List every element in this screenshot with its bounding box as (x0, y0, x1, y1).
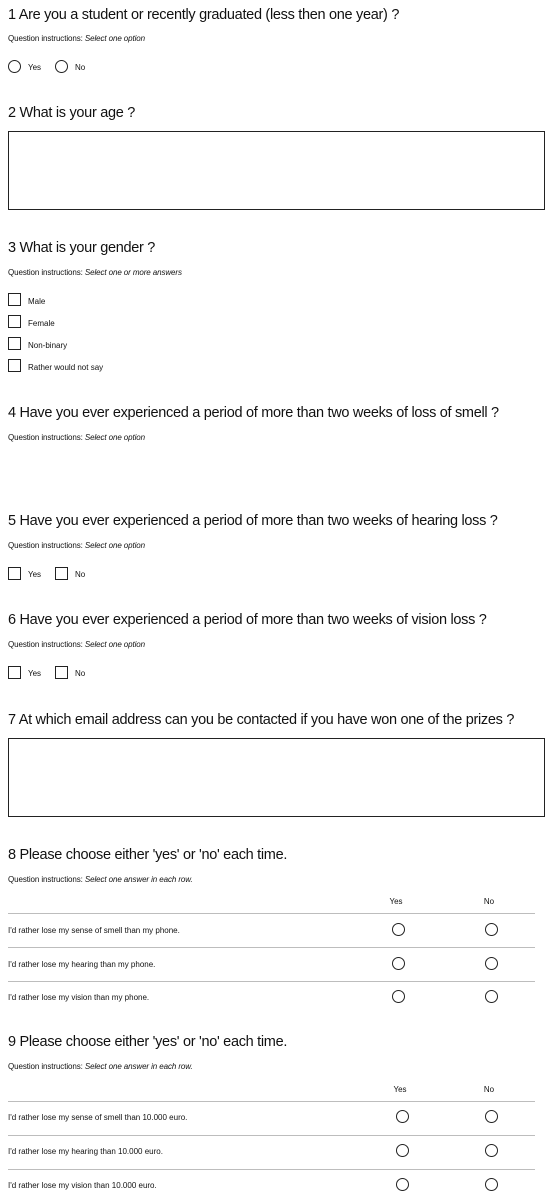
q8-row-2-yes-radio[interactable] (392, 957, 405, 970)
q8-column-yes: Yes (389, 897, 403, 906)
gender-male-label: Male (28, 297, 46, 306)
question-4-instructions (8, 433, 145, 443)
instructions-text: Select one answer in each row. (84, 1062, 193, 1071)
q8-column-no: No (483, 897, 495, 906)
question-8-instructions (8, 875, 193, 885)
q5-yes-label: Yes (28, 570, 42, 579)
divider (8, 981, 535, 982)
instructions-prefix: Question instructions: (8, 640, 83, 649)
q6-no-checkbox[interactable] (55, 666, 68, 679)
question-5-title: 5 Have you ever experienced a period of more than two weeks of hearing loss ? (8, 513, 498, 529)
divider (8, 947, 535, 948)
q9-row-2-label: I'd rather lose my hearing than 10.000 euro. (8, 1147, 163, 1156)
q8-row-1-label: I'd rather lose my sense of smell than my phone. (8, 926, 180, 935)
q8-row-3-no-radio[interactable] (485, 990, 498, 1003)
instructions-prefix: Question instructions: (8, 34, 83, 43)
q9-row-1-no-radio[interactable] (485, 1110, 498, 1123)
question-9-instructions (8, 1062, 193, 1072)
gender-rather-not-say-label: Rather would not say (28, 363, 104, 372)
divider (8, 1135, 535, 1136)
divider (8, 1169, 535, 1170)
q9-row-2-no-radio[interactable] (485, 1144, 498, 1157)
question-1-instructions (8, 34, 145, 44)
instructions-text: Select one option (84, 433, 145, 442)
question-1-title: 1 Are you a student or recently graduated (less then one year) ? (8, 7, 400, 23)
instructions-prefix: Question instructions: (8, 1062, 83, 1071)
q9-row-3-label: I'd rather lose my vision than 10.000 euro. (8, 1181, 157, 1190)
email-input[interactable] (8, 738, 545, 817)
instructions-prefix: Question instructions: (8, 541, 83, 550)
q8-row-1-no-radio[interactable] (485, 923, 498, 936)
gender-male-checkbox[interactable] (8, 293, 21, 306)
question-7-title: 7 At which email address can you be contacted if you have won one of the prizes ? (8, 712, 515, 728)
q6-yes-label: Yes (28, 669, 42, 678)
question-4-title: 4 Have you ever experienced a period of more than two weeks of loss of smell ? (8, 405, 499, 421)
q8-row-2-no-radio[interactable] (485, 957, 498, 970)
instructions-text: Select one or more answers (84, 268, 182, 277)
q9-row-3-yes-radio[interactable] (396, 1178, 409, 1191)
gender-female-label: Female (28, 319, 55, 328)
q9-row-2-yes-radio[interactable] (396, 1144, 409, 1157)
question-2-title: 2 What is your age ? (8, 105, 135, 121)
q1-yes-radio[interactable] (8, 60, 21, 73)
question-5-instructions (8, 541, 145, 551)
q1-no-label: No (75, 63, 86, 72)
instructions-text: Select one option (84, 541, 145, 550)
instructions-text: Select one option (84, 34, 145, 43)
q9-column-no: No (483, 1085, 495, 1094)
question-6-instructions (8, 640, 145, 650)
gender-nonbinary-label: Non-binary (28, 341, 68, 350)
gender-rather-not-say-checkbox[interactable] (8, 359, 21, 372)
divider (8, 913, 535, 914)
question-9-title: 9 Please choose either 'yes' or 'no' each time. (8, 1034, 288, 1050)
q8-row-1-yes-radio[interactable] (392, 923, 405, 936)
q8-row-2-label: I'd rather lose my hearing than my phone. (8, 960, 156, 969)
instructions-prefix: Question instructions: (8, 875, 83, 884)
age-input[interactable] (8, 131, 545, 210)
gender-nonbinary-checkbox[interactable] (8, 337, 21, 350)
q5-no-checkbox[interactable] (55, 567, 68, 580)
q9-row-3-no-radio[interactable] (485, 1178, 498, 1191)
gender-female-checkbox[interactable] (8, 315, 21, 328)
q8-row-3-label: I'd rather lose my vision than my phone. (8, 993, 150, 1002)
question-3-title: 3 What is your gender ? (8, 240, 156, 256)
q1-yes-label: Yes (28, 63, 42, 72)
instructions-text: Select one answer in each row. (84, 875, 193, 884)
q6-no-label: No (75, 669, 86, 678)
divider (8, 1101, 535, 1102)
q6-yes-checkbox[interactable] (8, 666, 21, 679)
q5-no-label: No (75, 570, 86, 579)
instructions-prefix: Question instructions: (8, 433, 83, 442)
q8-row-3-yes-radio[interactable] (392, 990, 405, 1003)
question-8-title: 8 Please choose either 'yes' or 'no' each time. (8, 847, 288, 863)
q9-row-1-yes-radio[interactable] (396, 1110, 409, 1123)
question-6-title: 6 Have you ever experienced a period of more than two weeks of vision loss ? (8, 612, 487, 628)
q5-yes-checkbox[interactable] (8, 567, 21, 580)
q9-column-yes: Yes (393, 1085, 407, 1094)
instructions-prefix: Question instructions: (8, 268, 83, 277)
q1-no-radio[interactable] (55, 60, 68, 73)
q9-row-1-label: I'd rather lose my sense of smell than 10.000 euro. (8, 1113, 188, 1122)
question-3-instructions (8, 268, 182, 278)
instructions-text: Select one option (84, 640, 145, 649)
